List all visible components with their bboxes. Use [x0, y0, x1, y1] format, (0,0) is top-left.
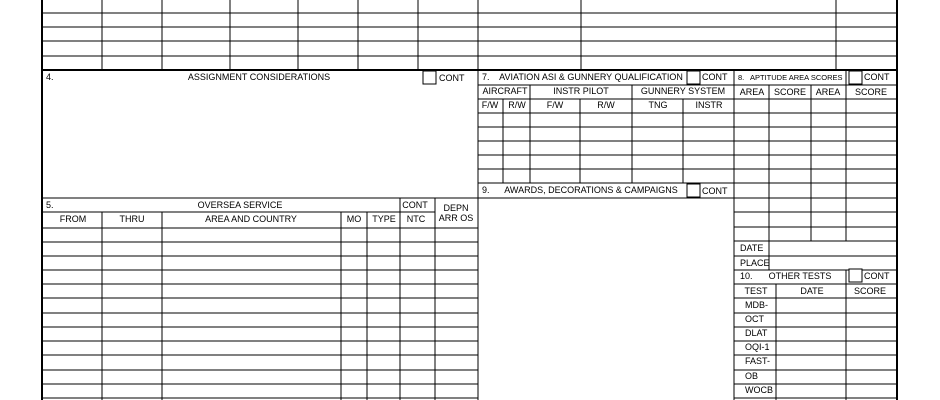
mo-header: MO	[346, 214, 362, 224]
other-tests-date-header: DATE	[800, 286, 824, 296]
other-tests-test-header: TEST	[744, 286, 768, 296]
aptitude-score-header-2: SCORE	[854, 87, 888, 97]
area-country-header: AREA AND COUNTRY	[205, 214, 297, 224]
instr-pilot-rw-header: R/W	[597, 100, 615, 110]
section8-cont-label: CONT	[864, 72, 890, 82]
form-labels	[46, 72, 890, 395]
depn-header-line2: ARR OS	[438, 213, 474, 223]
section7-title: AVIATION ASI & GUNNERY QUALIFICATION	[499, 72, 683, 82]
aircraft-rw-header: R/W	[508, 100, 526, 110]
aircraft-fw-header: F/W	[481, 100, 499, 110]
gunnery-system-group-header: GUNNERY SYSTEM	[640, 86, 726, 96]
section4-number: 4.	[46, 72, 54, 82]
aptitude-area-header-2: AREA	[815, 87, 841, 97]
place-label: PLACE	[740, 258, 770, 268]
section4-cont-label: CONT	[439, 73, 465, 83]
date-label: DATE	[740, 243, 764, 253]
section9-cont-label: CONT	[702, 186, 728, 196]
ntc-header: NTC	[406, 214, 426, 224]
cont-checkbox-section8[interactable]	[849, 71, 862, 84]
test-name: FAST-	[745, 356, 771, 366]
other-tests-score-header: SCORE	[853, 286, 887, 296]
section7-cont-label: CONT	[702, 72, 728, 82]
test-name: OQI-1	[745, 342, 770, 352]
test-name: WOCB	[745, 385, 773, 395]
cont-checkbox-section4[interactable]	[423, 71, 436, 84]
section10-cont-label: CONT	[864, 271, 890, 281]
cont-checkbox-section7[interactable]	[687, 71, 700, 84]
cont-checkbox-section9[interactable]	[687, 184, 700, 197]
type-header: TYPE	[372, 214, 396, 224]
depn-header-line1: DEPN	[443, 203, 469, 213]
test-name: OCT	[745, 314, 764, 324]
thru-header: THRU	[119, 214, 145, 224]
section9-title: AWARDS, DECORATIONS & CAMPAIGNS	[504, 185, 678, 195]
section8-number: 8.	[738, 73, 745, 82]
cont-checkbox-section10[interactable]	[849, 269, 862, 282]
instr-pilot-fw-header: F/W	[546, 100, 564, 110]
test-name: OB	[745, 371, 759, 381]
section5-number: 5.	[46, 200, 54, 210]
instr-pilot-group-header: INSTR PILOT	[553, 86, 609, 96]
gunnery-tng-header: TNG	[648, 100, 668, 110]
section4-title: ASSIGNMENT CONSIDERATIONS	[187, 72, 331, 82]
section10-number: 10.	[740, 271, 753, 281]
from-header: FROM	[59, 214, 87, 224]
gunnery-instr-header: INSTR	[695, 100, 723, 110]
aptitude-score-header-1: SCORE	[773, 87, 807, 97]
section8-title: APTITUDE AREA SCORES	[750, 73, 843, 82]
section9-number: 9.	[482, 185, 490, 195]
aptitude-area-header-1: AREA	[739, 87, 765, 97]
test-name: MDB-	[745, 300, 768, 310]
test-name: DLAT	[745, 328, 768, 338]
form-grid	[42, 0, 897, 400]
aircraft-group-header: AIRCRAFT	[482, 86, 528, 96]
section5-title: OVERSEA SERVICE	[197, 200, 283, 210]
section10-title: OTHER TESTS	[768, 271, 832, 281]
section5-cont-label: CONT	[402, 200, 428, 210]
section7-number: 7.	[482, 72, 490, 82]
